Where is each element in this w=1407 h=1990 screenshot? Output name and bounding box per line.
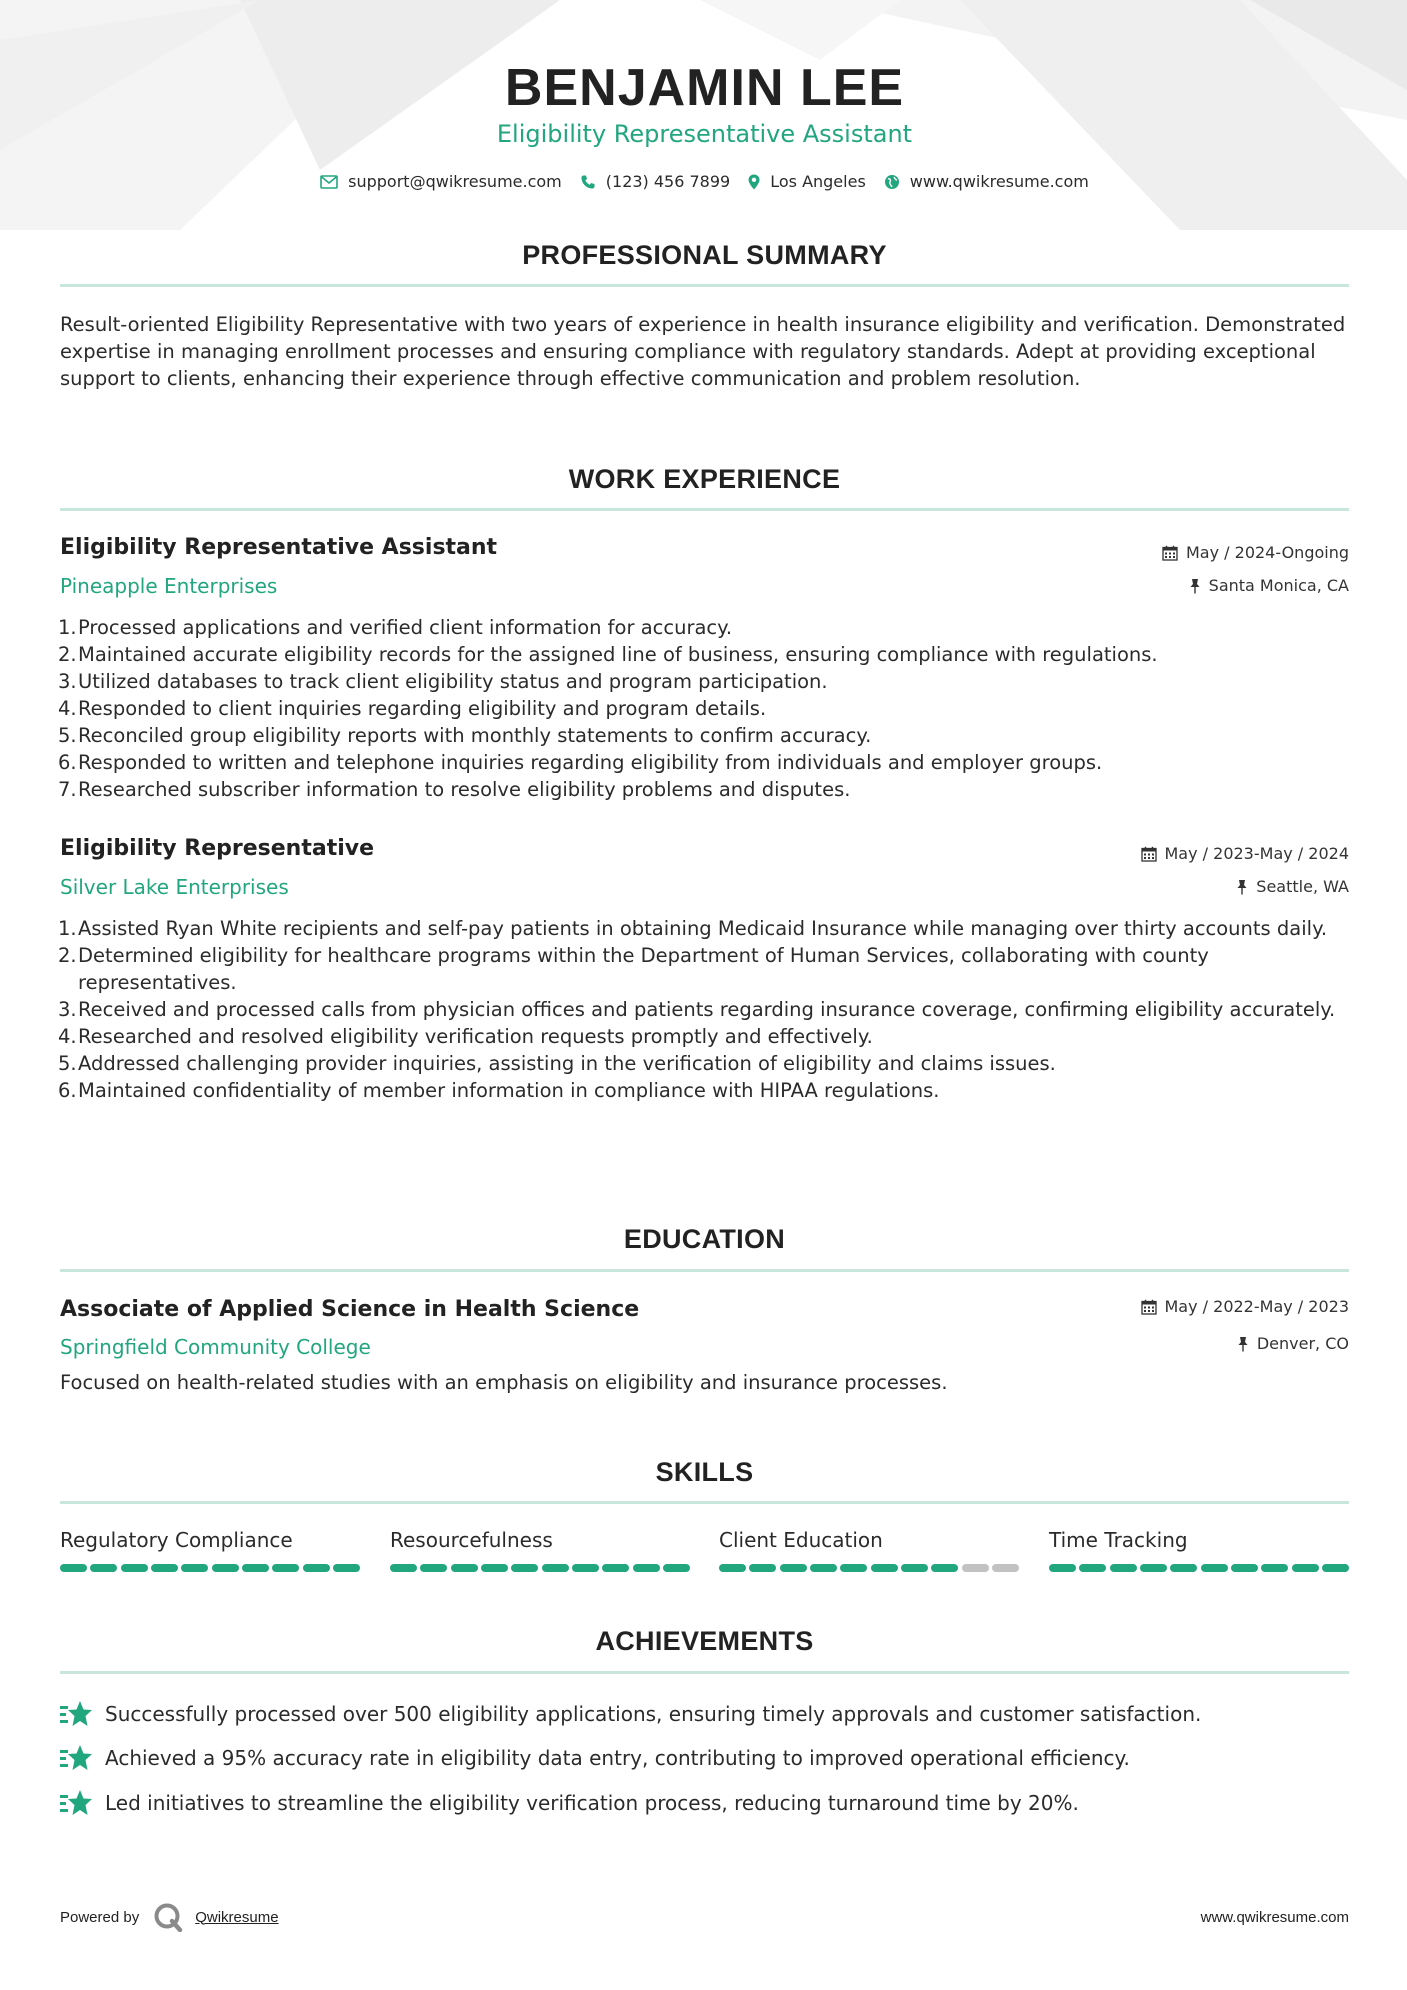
summary-divider [60, 284, 1349, 287]
contact-website-text: www.qwikresume.com [909, 172, 1089, 191]
calendar-icon [1162, 545, 1178, 561]
list-item: 7. Researched subscriber information to resolve eligibility problems and disputes. [58, 778, 851, 801]
education-heading: EDUCATION [623, 1224, 786, 1254]
skill-rating-bar [390, 1564, 690, 1572]
skill-segment-empty [992, 1564, 1019, 1572]
skill-segment-filled [901, 1564, 928, 1572]
skill-segment-filled [60, 1564, 87, 1572]
candidate-title: Eligibility Representative Assistant [496, 120, 913, 148]
job-2-location [1236, 877, 1349, 896]
skill-segment-filled [1231, 1564, 1258, 1572]
qwikresume-logo-icon [153, 1902, 183, 1932]
job-1-dates-text: May / 2024-Ongoing [1186, 543, 1349, 562]
education-degree: Associate of Applied Science in Health Science [60, 1297, 640, 1322]
skill-segment-filled [511, 1564, 538, 1572]
pushpin-icon [1189, 578, 1201, 594]
calendar-icon [1141, 846, 1157, 862]
list-item: 4. Researched and resolved eligibility verification requests promptly and effectively. [58, 1025, 873, 1048]
contact-website[interactable] [884, 172, 1089, 191]
skill-segment-filled [121, 1564, 148, 1572]
skill-resourcefulness [390, 1528, 690, 1572]
skills-heading: SKILLS [655, 1457, 754, 1487]
skill-segment-filled [542, 1564, 569, 1572]
list-item: 3. Received and processed calls from physician offices and patients regarding insurance coverage, confirming eligibility accurately. [58, 998, 1336, 1021]
skills-divider [60, 1501, 1349, 1504]
experience-heading: WORK EXPERIENCE [568, 464, 841, 494]
skill-segment-filled [303, 1564, 330, 1572]
skill-segment-filled [871, 1564, 898, 1572]
job-1-role: Eligibility Representative Assistant [60, 535, 498, 560]
skill-time-tracking [1049, 1528, 1349, 1572]
list-item: 2. Maintained accurate eligibility records for the assigned line of business, ensuring compliance with regulations. [58, 643, 1158, 666]
job-1-dates [1162, 543, 1349, 562]
pushpin-icon [1236, 879, 1248, 895]
job-1-location-text: Santa Monica, CA [1208, 576, 1349, 595]
summary-heading: PROFESSIONAL SUMMARY [522, 240, 887, 270]
contact-location-text: Los Angeles [770, 172, 866, 191]
skill-segment-filled [1261, 1564, 1288, 1572]
skill-segment-filled [1079, 1564, 1106, 1572]
skill-segment-filled [1170, 1564, 1197, 1572]
experience-divider [60, 508, 1349, 511]
education-location-text: Denver, CO [1256, 1334, 1349, 1353]
skill-label: Time Tracking [1049, 1528, 1188, 1552]
summary-text: Result-oriented Eligibility Representative with two years of experience in health insurance eligibility and verification. Demonstrated expertise in managing enrollment processes and ensuring compliance with regulatory standards. Adept at providing exceptional support to clients, enhancing their experience through effective communication and problem resolution. [60, 313, 1346, 390]
job-2-dates-text: May / 2023-May / 2024 [1164, 844, 1349, 863]
skill-segment-filled [931, 1564, 958, 1572]
list-item: 4. Responded to client inquiries regarding eligibility and program details. [58, 697, 767, 720]
skill-segment-filled [1049, 1564, 1076, 1572]
skill-segment-filled [90, 1564, 117, 1572]
education-divider [60, 1269, 1349, 1272]
achievement-text: Led initiatives to streamline the eligibility verification process, reducing turnaround time by 20%. [105, 1791, 1079, 1815]
skill-segment-filled [749, 1564, 776, 1572]
skill-segment-filled [272, 1564, 299, 1572]
skill-segment-filled [1140, 1564, 1167, 1572]
job-2-role: Eligibility Representative [60, 836, 375, 861]
job-1-company: Pineapple Enterprises [60, 574, 278, 598]
skill-segment-filled [810, 1564, 837, 1572]
skill-segment-empty [962, 1564, 989, 1572]
skill-segment-filled [572, 1564, 599, 1572]
skill-segment-filled [1292, 1564, 1319, 1572]
contact-phone[interactable] [580, 172, 730, 191]
achievements-divider [60, 1671, 1349, 1674]
skill-segment-filled [212, 1564, 239, 1572]
skill-segment-filled [333, 1564, 360, 1572]
list-item: 1. Assisted Ryan White recipients and self-pay patients in obtaining Medicaid Insurance while managing over thirty accounts daily. [58, 917, 1328, 940]
envelope-icon [320, 175, 338, 189]
list-item: 1. Processed applications and verified client information for accuracy. [58, 616, 733, 639]
skill-segment-filled [633, 1564, 660, 1572]
phone-icon [580, 174, 596, 190]
achievement-text: Achieved a 95% accuracy rate in eligibility data entry, contributing to improved operational efficiency. [105, 1746, 1130, 1770]
skill-segment-filled [1201, 1564, 1228, 1572]
achievement-item [60, 1700, 1201, 1728]
star-icon [60, 1744, 93, 1772]
contact-email-text: support@qwikresume.com [348, 172, 562, 191]
skill-segment-filled [780, 1564, 807, 1572]
globe-icon [884, 174, 900, 190]
education-description: Focused on health-related studies with an emphasis on eligibility and insurance processes. [60, 1371, 948, 1394]
skill-rating-bar [719, 1564, 1019, 1572]
skill-segment-filled [420, 1564, 447, 1572]
candidate-name: BENJAMIN LEE [504, 59, 905, 117]
skill-segment-filled [663, 1564, 690, 1572]
skill-rating-bar [60, 1564, 360, 1572]
skill-segment-filled [481, 1564, 508, 1572]
achievement-text: Successfully processed over 500 eligibility applications, ensuring timely approvals and customer satisfaction. [105, 1702, 1202, 1726]
skill-rating-bar [1049, 1564, 1349, 1572]
list-item: 6. Maintained confidentiality of member information in compliance with HIPAA regulations. [58, 1079, 940, 1102]
skill-client-education [719, 1528, 1019, 1572]
list-item: 2. Determined eligibility for healthcare programs within the Department of Human Services, collaborating with county representatives. [58, 944, 1209, 994]
list-item: 5. Addressed challenging provider inquiries, assisting in the verification of eligibility and claims issues. [58, 1052, 1056, 1075]
skill-segment-filled [390, 1564, 417, 1572]
job-1-bullets [60, 614, 1349, 803]
skill-segment-filled [242, 1564, 269, 1572]
contact-phone-text: (123) 456 7899 [605, 172, 731, 191]
footer [60, 1902, 1349, 1932]
achievement-item [60, 1744, 1130, 1772]
skill-label: Regulatory Compliance [60, 1528, 293, 1552]
education-school: Springfield Community College [60, 1335, 371, 1359]
job-2-company: Silver Lake Enterprises [60, 875, 289, 899]
education-location [1237, 1334, 1349, 1353]
pushpin-icon [1237, 1336, 1249, 1352]
education-dates-text: May / 2022-May / 2023 [1164, 1297, 1349, 1316]
contact-bar [60, 172, 1349, 191]
qwikresume-link[interactable]: Qwikresume [195, 1908, 279, 1926]
footer-website[interactable]: www.qwikresume.com [1200, 1908, 1349, 1926]
skill-segment-filled [451, 1564, 478, 1572]
education-dates [1141, 1297, 1350, 1316]
skill-regulatory-compliance [60, 1528, 360, 1572]
skill-segment-filled [151, 1564, 178, 1572]
map-pin-icon [748, 174, 760, 190]
job-2-location-text: Seattle, WA [1256, 877, 1349, 896]
powered-by-label: Powered by [60, 1908, 140, 1926]
skill-segment-filled [1110, 1564, 1137, 1572]
contact-location [748, 172, 866, 191]
job-2-bullets [60, 915, 1349, 1104]
skill-label: Resourcefulness [390, 1528, 553, 1552]
skill-segment-filled [1322, 1564, 1349, 1572]
resume-page [60, 0, 1349, 1990]
job-1-location [1189, 576, 1349, 595]
calendar-icon [1141, 1299, 1157, 1315]
skill-label: Client Education [719, 1528, 883, 1552]
star-icon [60, 1700, 93, 1728]
list-item: 3. Utilized databases to track client eligibility status and program participation. [58, 670, 828, 693]
achievements-heading: ACHIEVEMENTS [595, 1626, 814, 1656]
list-item: 6. Responded to written and telephone inquiries regarding eligibility from individuals and employer groups. [58, 751, 1103, 774]
star-icon [60, 1789, 93, 1817]
contact-email[interactable] [320, 172, 562, 191]
achievement-item [60, 1789, 1079, 1817]
skill-segment-filled [840, 1564, 867, 1572]
skill-segment-filled [181, 1564, 208, 1572]
skill-segment-filled [602, 1564, 629, 1572]
job-2-dates [1141, 844, 1350, 863]
skill-segment-filled [719, 1564, 746, 1572]
list-item: 5. Reconciled group eligibility reports with monthly statements to confirm accuracy. [58, 724, 872, 747]
